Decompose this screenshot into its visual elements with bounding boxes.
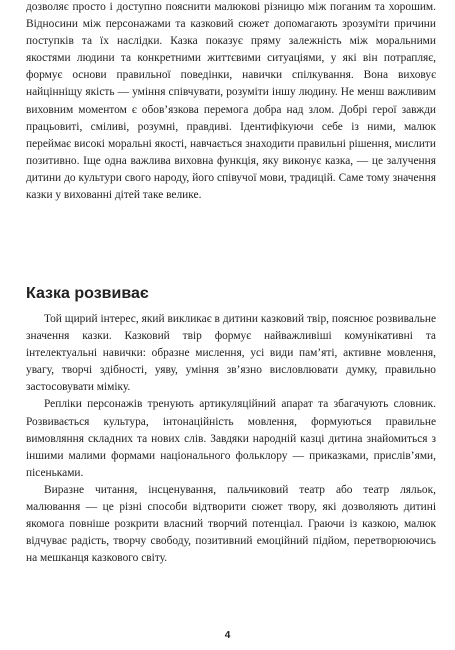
continued-paragraph: дозволяє просто і доступно пояснити малюкові різницю між поганим та хорошим. Відносини між персонажами та казковий сюжет допомагають зрозуміти причини поступків та їх наслідки. Казка показує пряму залежність між моральними якостями людини та конкретними життєвими ситуаціями, у які він потрапляє, формує основи правильної поведінки, навички спілкування. Вона виховує найцінніщу якість — уміння співчувати, розуміти іншу людину. Не менш важливим виховним моментом є обов’язкова перемога добра над злом. Добрі герої завжди працьовиті, сміливі, розумні, правдиві. Ідентифікуючи себе із ними, малюк переймає високі моральні якості, навчається знаходити правильні рішення, мислити позитивно. Іще одна важлива виховна функція, яку виконує казка, — це залучення дитини до культури свого народу, його співучої мови, традицій. Саме тому значення казки у вихованні дітей таке велике. (26, 1, 436, 202)
top-text-block (26, 0, 436, 204)
section-paragraph-1: Той щирий інтерес, який викликає в дитини казковий твір, пояснює розвивальне значення казки. Казковий твір формує найважливіші комунікативні та інтелектуальні навички: образне мислення, усі види пам’яті, активне мовлення, увагу, творчі здібності, уяву, уміння зв’язно висловлювати думку, правильно застосовувати міміку. (26, 313, 436, 394)
section-body (26, 311, 436, 567)
section-heading: Казка розвиває (26, 285, 149, 302)
section-paragraph-3: Виразне читання, інсценування, пальчиковий театр або театр ляльок, малювання — це різні способи відтворити сюжет твору, які дозволяють дитині якомога повніше розкрити власний творчий потенціал. Граючи із казкою, малюк відчуває радість, творчу свободу, позитивний емоційний підйом, перетворюючись на мешканця казкового світу. (26, 483, 436, 565)
page-number: 4 (224, 630, 231, 641)
section-paragraph-2: Репліки персонажів тренують артикуляційний апарат та збагачують словник. Розвивається культура, інтонаційність мовлення, формуються правильне вимовляння складних та нових слів. Завдяки народній казці дитина знайомиться з іншими малими формами національного фольклору — приказками, прислів’ями, пісеньками. (26, 398, 436, 479)
